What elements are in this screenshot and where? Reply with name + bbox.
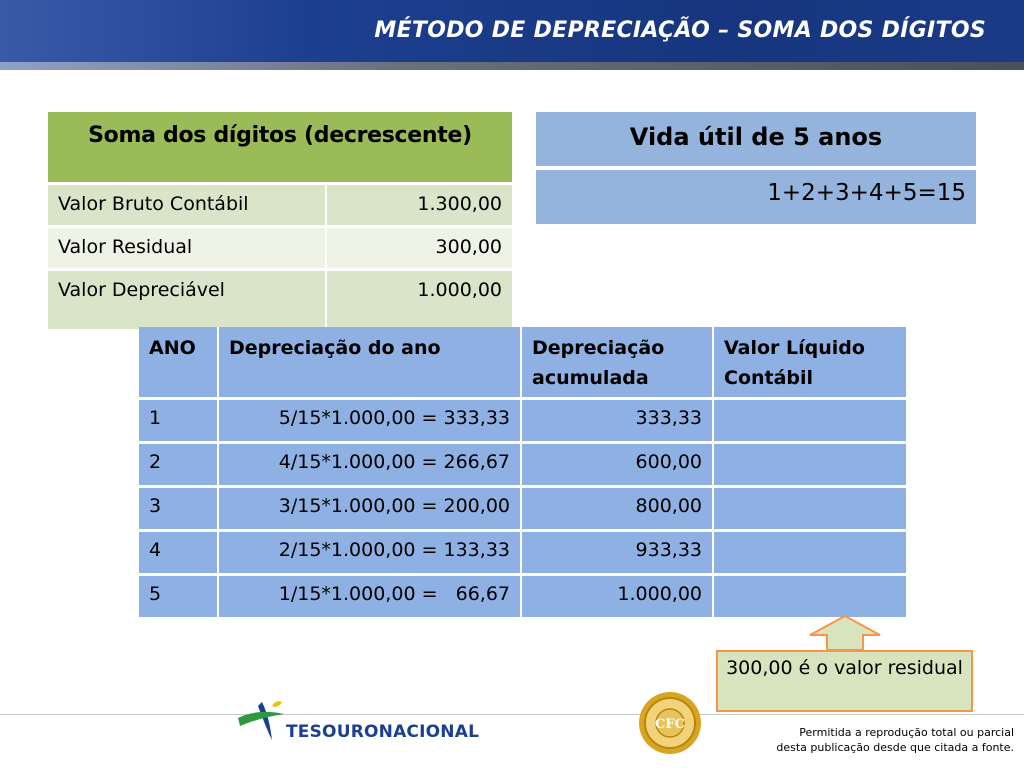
row-label: Valor Depreciável (48, 271, 327, 329)
header-annual-depreciation: Depreciação do ano (219, 327, 522, 397)
svg-text:CFC: CFC (655, 717, 685, 732)
table-header-row (139, 327, 908, 397)
residual-value-callout: 300,00 é o valor residual (716, 650, 973, 712)
cell-year: 3 (139, 488, 219, 529)
reproduction-notice-line1: Permitida a reprodução total ou parcial (799, 726, 1014, 739)
row-value: 1.300,00 (327, 185, 512, 225)
row-label: Valor Bruto Contábil (48, 185, 327, 225)
digit-sum-formula: 1+2+3+4+5=15 (536, 170, 976, 224)
row-value: 300,00 (327, 228, 512, 268)
table-row (139, 397, 908, 441)
table-row (139, 573, 908, 617)
cell-accumulated: 933,33 (522, 532, 714, 573)
table-row (48, 225, 512, 268)
header-accumulated-depreciation: Depreciação acumulada (522, 327, 714, 397)
summary-table (48, 112, 512, 329)
cell-accumulated: 600,00 (522, 444, 714, 485)
cell-net (714, 576, 906, 617)
header-net-book-value: Valor Líquido Contábil (714, 327, 906, 397)
up-arrow-icon (808, 615, 882, 651)
cell-net (714, 444, 906, 485)
cell-annual: 2/15*1.000,00 = 133,33 (219, 532, 522, 573)
table-row (139, 441, 908, 485)
header-year: ANO (139, 327, 219, 397)
table-row (48, 268, 512, 329)
cell-accumulated: 800,00 (522, 488, 714, 529)
cell-accumulated: 333,33 (522, 400, 714, 441)
reproduction-notice (776, 725, 1014, 755)
slide-title: MÉTODO DE DEPRECIAÇÃO – SOMA DOS DÍGITOS (374, 18, 986, 43)
useful-life-box (536, 112, 976, 224)
reproduction-notice-line2: desta publicação desde que citada a fonte. (776, 741, 1014, 754)
cell-annual: 4/15*1.000,00 = 266,67 (219, 444, 522, 485)
slide-header (0, 0, 1024, 62)
depreciation-table (139, 327, 908, 617)
cell-year: 2 (139, 444, 219, 485)
cell-annual: 1/15*1.000,00 = 66,67 (219, 576, 522, 617)
cfc-seal-icon (637, 690, 703, 756)
cell-year: 1 (139, 400, 219, 441)
footer-divider (0, 714, 1024, 715)
cell-net (714, 488, 906, 529)
useful-life-title: Vida útil de 5 anos (536, 112, 976, 166)
table-row (139, 485, 908, 529)
cell-accumulated: 1.000,00 (522, 576, 714, 617)
table-row (48, 182, 512, 225)
cell-net (714, 400, 906, 441)
header-stripe (0, 62, 1024, 70)
cell-annual: 3/15*1.000,00 = 200,00 (219, 488, 522, 529)
summary-table-title: Soma dos dígitos (decrescente) (48, 112, 512, 182)
cell-annual: 5/15*1.000,00 = 333,33 (219, 400, 522, 441)
cell-net (714, 532, 906, 573)
cell-year: 4 (139, 532, 219, 573)
table-row (139, 529, 908, 573)
tesouro-nacional-wordmark: TESOURONACIONAL (286, 722, 480, 742)
row-value: 1.000,00 (327, 271, 512, 329)
row-label: Valor Residual (48, 228, 327, 268)
cell-year: 5 (139, 576, 219, 617)
